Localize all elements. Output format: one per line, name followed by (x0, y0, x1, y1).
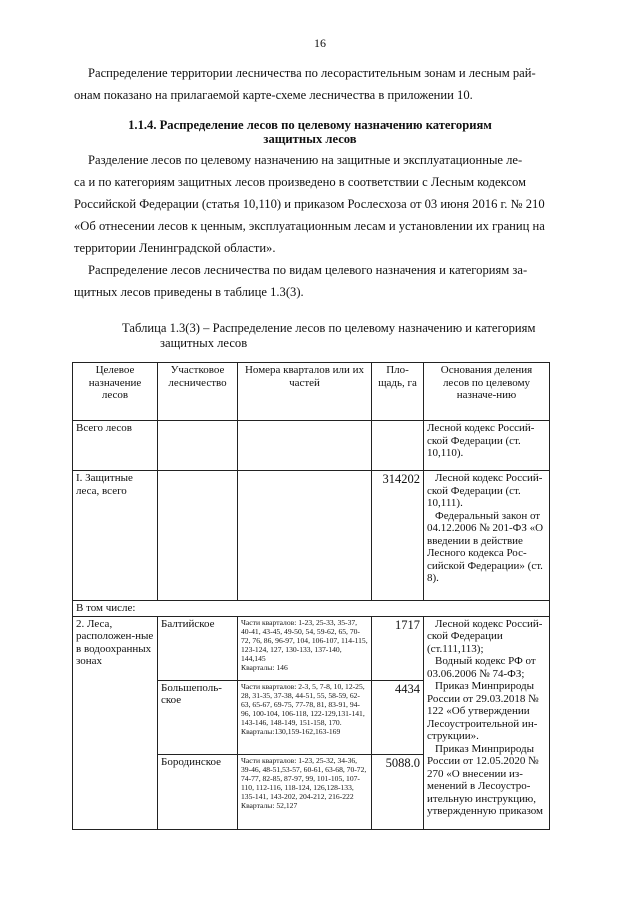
total-name: Всего лесов (73, 421, 158, 471)
bolshepolskoe-quarters (238, 680, 372, 754)
water-zone-name: 2. Леса, расположен-ные в водоохранных зонах (73, 616, 158, 829)
table-reference-line-1: Распределение лесов лесничества по видам целевого назначения и категориям за- (88, 263, 528, 277)
protective-forestry (158, 471, 238, 601)
protective-name: I. Защитные леса, всего (73, 471, 158, 601)
protective-quarters (238, 471, 372, 601)
intro-line-1: Распределение территории лесничества по лесорастительным зонам и лесным рай- (88, 66, 536, 80)
borodinskoe-quarters (238, 754, 372, 829)
section-heading-line-1: 1.1.4. Распределение лесов по целевому назначению категориям (128, 118, 492, 132)
baltic-forestry: Балтийское (158, 616, 238, 680)
intro-line-2: онам показано на прилагаемой карте-схеме лесничества в приложении 10. (74, 88, 473, 102)
classification-line-5: территории Ленинградской области». (74, 241, 276, 255)
water-zone-basis-3: Приказ Минприроды России от 29.03.2018 № 122 «Об утверждении Лесоустроительной ин-струкции». (427, 680, 539, 742)
classification-line-3: Российской Федерации (статья 10,110) и приказом Рослесхоза от 03 июня 2016 г. № 210 (74, 197, 545, 211)
table-caption-line-2: защитных лесов (160, 336, 248, 350)
total-quarters (238, 421, 372, 471)
water-zone-basis-4: Приказ Минприроды России от 12.05.2020 № 270 «О внесении из-менений в Лесоустро-ительную инструкцию, утвержденную приказом (427, 742, 544, 817)
classification-paragraph (74, 149, 546, 259)
section-heading-line-2: защитных лесов (263, 132, 357, 146)
header-basis: Основания деления лесов по целевому назначе-нию (424, 363, 550, 421)
water-zone-basis-2: Водный кодекс РФ от 03.06.2006 № 74-ФЗ; (427, 655, 536, 680)
classification-line-2: са и по категориям защитных лесов произведено в соответствии с Лесным кодексом (74, 175, 527, 189)
bolshepolskoe-quarters-full: Кварталы:130,159-162,163-169 (241, 726, 341, 736)
table-reference-paragraph (74, 259, 546, 303)
including-label: В том числе: (73, 601, 550, 617)
intro-paragraph (74, 62, 546, 106)
total-forestry (158, 421, 238, 471)
protective-basis (424, 471, 550, 601)
protective-basis-2: Федеральный закон от 04.12.2006 № 201-ФЗ «О введении в действие Лесного кодекса Рос-сийской Федерации» (ст. 8). (427, 509, 544, 584)
classification-line-4: «Об отнесении лесов к ценным, эксплуатационным лесам и установлении их границ на (74, 219, 545, 233)
total-area (372, 421, 424, 471)
header-area: Пло-щадь, га (372, 363, 424, 421)
table-caption-line-1: Таблица 1.3(3) – Распределение лесов по целевому назначению и категориям (122, 321, 536, 335)
baltic-area: 1717 (372, 616, 424, 680)
baltic-quarters-parts: Части кварталов: 1-23, 25-33, 35-37, 40-41, 43-45, 49-50, 54, 59-62, 65, 70-72, 76, 86, 96-97, 104, 106-107, 114-115, 123-124, 127, 130-133, 137-140, 144,145 (241, 617, 368, 663)
protective-basis-1: Лесной кодекс Россий-ской Федерации (ст. 10,111). (427, 472, 543, 509)
water-zone-basis (424, 616, 550, 829)
bolshepolskoe-forestry: Большеполь-ское (158, 680, 238, 754)
baltic-quarters-full: Кварталы: 146 (241, 662, 288, 672)
header-quarters: Номера кварталов или их частей (238, 363, 372, 421)
bolshepolskoe-quarters-parts: Части кварталов: 2-3, 5, 7-8, 10, 12-25, 28, 31-35, 37-38, 44-51, 55, 58-59, 62-63, 65-67, 69-75, 77-78, 81, 83-91, 94-96, 100-104, 106-118, 122-129,131-141, 143-146, 148-149, 151-158, 170. (241, 681, 365, 727)
header-forestry: Участковое лесничество (158, 363, 238, 421)
page-number: 16 (314, 36, 326, 50)
table-row-protective (73, 471, 550, 601)
table-row-including (73, 601, 550, 617)
table-row-baltic (73, 616, 550, 680)
table-reference-line-2: щитных лесов приведены в таблице 1.3(3). (74, 285, 304, 299)
table-caption (122, 321, 562, 351)
borodinskoe-quarters-parts: Части кварталов: 1-23, 25-32, 34-36, 39-46, 48-51,53-57, 60-61, 63-68, 70-72, 74-77, 82-85, 87-97, 99, 101-105, 107-110, 112-116, 118-124, 126,128-133, 135-141, 143-202, 204-212, 216-222 (241, 755, 367, 801)
classification-line-1: Разделение лесов по целевому назначению на защитные и эксплуатационные ле- (88, 153, 523, 167)
header-purpose: Целевое назначение лесов (73, 363, 158, 421)
baltic-quarters (238, 616, 372, 680)
forest-purpose-table (72, 362, 550, 830)
protective-area: 314202 (372, 471, 424, 601)
borodinskoe-area: 5088.0 (372, 754, 424, 829)
borodinskoe-quarters-full: Кварталы: 52,127 (241, 800, 298, 810)
total-basis: Лесной кодекс Россий-ской Федерации (ст. 10,110). (424, 421, 550, 471)
borodinskoe-forestry: Бородинское (158, 754, 238, 829)
table-header-row (73, 363, 550, 421)
bolshepolskoe-area: 4434 (372, 680, 424, 754)
section-heading (74, 118, 546, 146)
water-zone-basis-1: Лесной кодекс Россий-ской Федерации (ст.111,113); (427, 617, 543, 655)
table-row-total (73, 421, 550, 471)
